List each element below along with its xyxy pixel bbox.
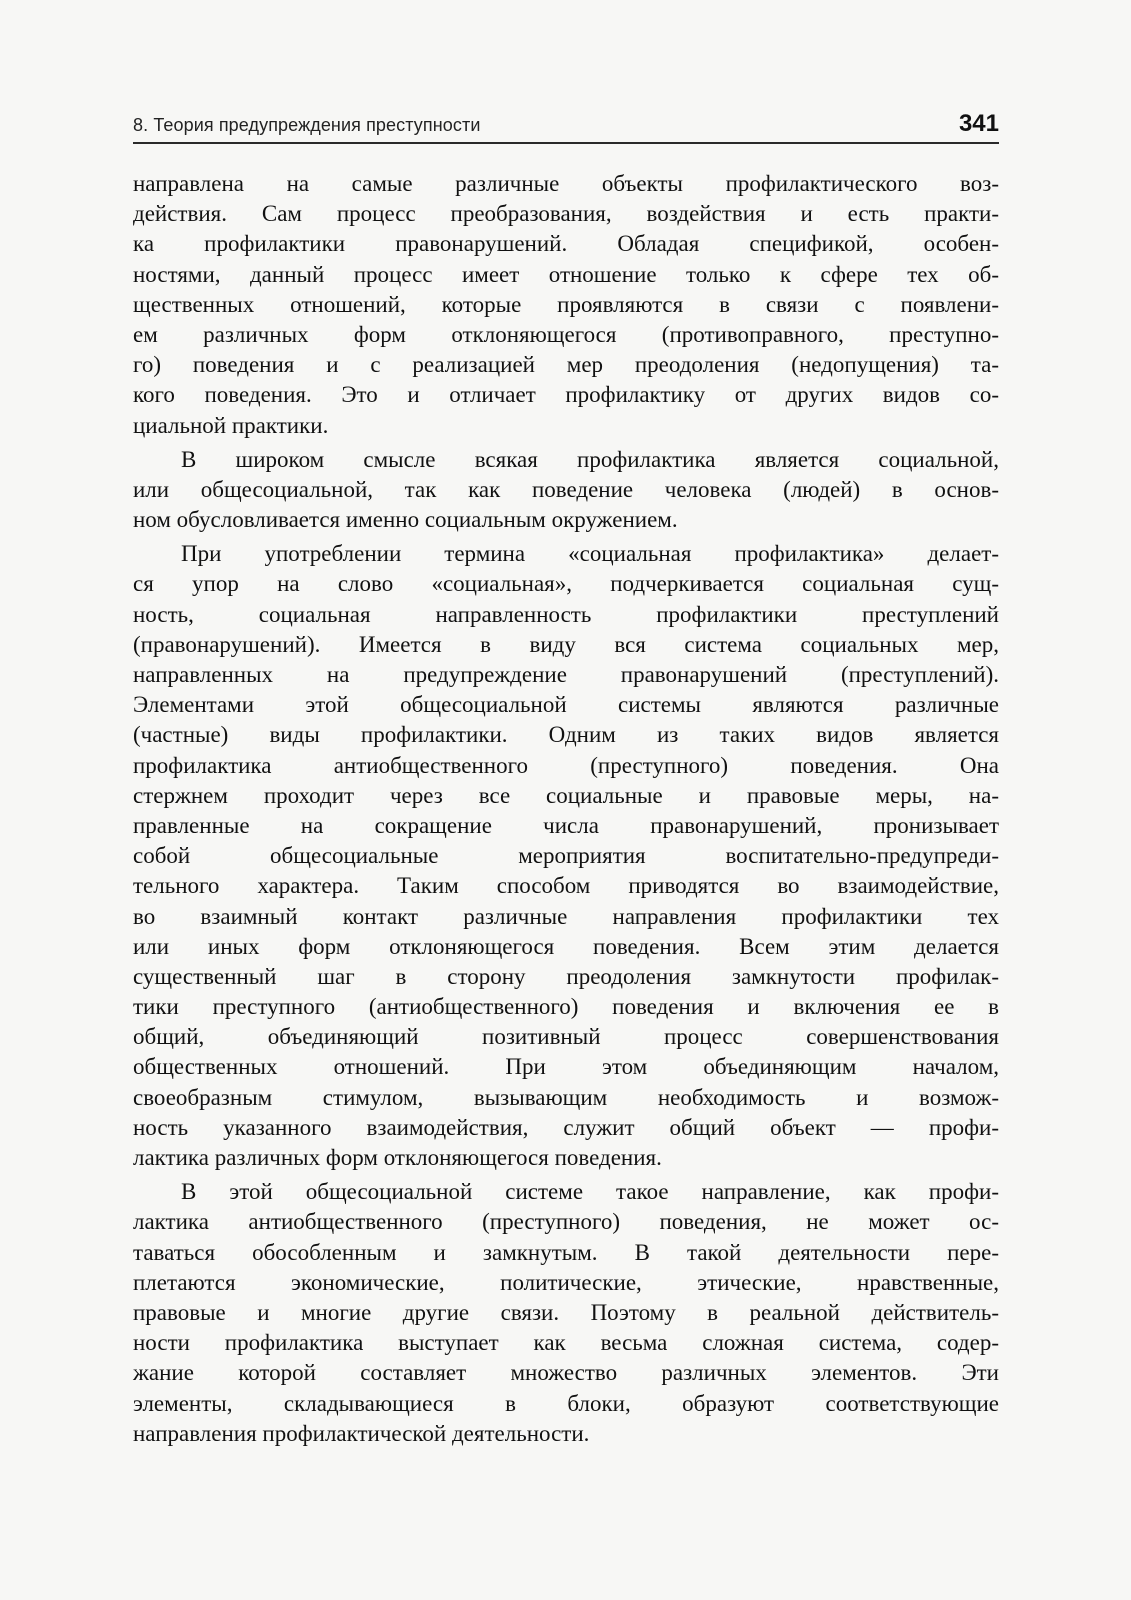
text-line: направления профилактической деятельности. (133, 1420, 590, 1446)
paragraph (133, 169, 999, 441)
text-line: жание которой составляет множество различных элементов. Эти (133, 1360, 999, 1386)
running-head (133, 112, 999, 144)
running-title: 8. Теория предупреждения преступности (133, 115, 481, 135)
body-text (133, 169, 999, 1449)
text-line: направлена на самые различные объекты профилактического воз- (133, 171, 999, 196)
text-line: го) поведения и с реализацией мер преодоления (недопущения) та- (133, 352, 999, 378)
page-number: 341 (958, 110, 999, 137)
text-line: лактика различных форм отклоняющегося поведения. (133, 1145, 662, 1170)
text-line: В этой общесоциальной системе такое направление, как профи- (181, 1179, 999, 1205)
text-line: циальной практики. (133, 412, 329, 438)
text-line: ностями, данный процесс имеет отношение только к сфере тех об- (133, 261, 999, 287)
text-line: правленные на сокращение числа правонарушений, пронизывает (133, 812, 999, 838)
text-line: лактика антиобщественного (преступного) поведения, не может ос- (133, 1209, 999, 1235)
text-line: общий, объединяющий позитивный процесс совершенствования (133, 1024, 999, 1050)
text-line: существенный шаг в сторону преодоления замкнутости профилак- (133, 963, 999, 989)
text-line: профилактика антиобщественного (преступного) поведения. Она (133, 752, 999, 778)
text-line: кого поведения. Это и отличает профилактику от других видов со- (133, 382, 999, 408)
text-line: ка профилактики правонарушений. Обладая спецификой, особен- (133, 231, 999, 257)
text-line: щественных отношений, которые проявляются в связи с появлени- (133, 291, 999, 317)
text-line: (правонарушений). Имеется в виду вся система социальных мер, (133, 631, 999, 657)
text-line: Элементами этой общесоциальной системы являются различные (133, 692, 999, 718)
text-line: ся упор на слово «социальная», подчеркивается социальная сущ- (133, 571, 999, 597)
text-line: ем различных форм отклоняющегося (противоправного, преступно- (133, 321, 999, 347)
text-line: или иных форм отклоняющегося поведения. Всем этим делается (133, 933, 999, 959)
text-line: тельного характера. Таким способом приводятся во взаимодействие, (133, 873, 999, 899)
text-line: ность, социальная направленность профилактики преступлений (133, 601, 999, 627)
paragraph (133, 539, 999, 1173)
text-line: действия. Сам процесс преобразования, воздействия и есть практи- (133, 201, 999, 227)
text-line: тики преступного (антиобщественного) поведения и включения ее в (133, 994, 999, 1020)
text-line: (частные) виды профилактики. Одним из таких видов является (133, 722, 999, 748)
text-line: своеобразным стимулом, вызывающим необходимость и возмож- (133, 1084, 999, 1110)
text-line: элементы, складывающиеся в блоки, образуют соответствующие (133, 1390, 999, 1416)
text-line: или общесоциальной, так как поведение человека (людей) в основ- (133, 476, 999, 502)
text-line: стержнем проходит через все социальные и правовые меры, на- (133, 782, 999, 808)
text-line: общественных отношений. При этом объединяющим началом, (133, 1054, 999, 1080)
text-line: ном обусловливается именно социальным окружением. (133, 507, 678, 533)
text-line: ности профилактика выступает как весьма сложная система, содер- (133, 1330, 999, 1356)
text-line: ность указанного взаимодействия, служит общий объект — профи- (133, 1114, 999, 1140)
text-line: собой общесоциальные мероприятия воспитательно-предупреди- (133, 843, 999, 869)
text-line: таваться обособленным и замкнутым. В такой деятельности пере- (133, 1239, 999, 1265)
text-line: направленных на предупреждение правонарушений (преступлений). (133, 662, 999, 687)
text-line: При употреблении термина «социальная профилактика» делает- (181, 541, 999, 567)
paragraph (133, 1177, 999, 1449)
text-line: плетаются экономические, политические, этические, нравственные, (133, 1269, 999, 1295)
text-line: В широком смысле всякая профилактика является социальной, (181, 446, 999, 472)
paragraph (133, 445, 999, 536)
text-line: правовые и многие другие связи. Поэтому в реальной действитель- (133, 1299, 999, 1325)
text-line: во взаимный контакт различные направления профилактики тех (133, 903, 999, 929)
